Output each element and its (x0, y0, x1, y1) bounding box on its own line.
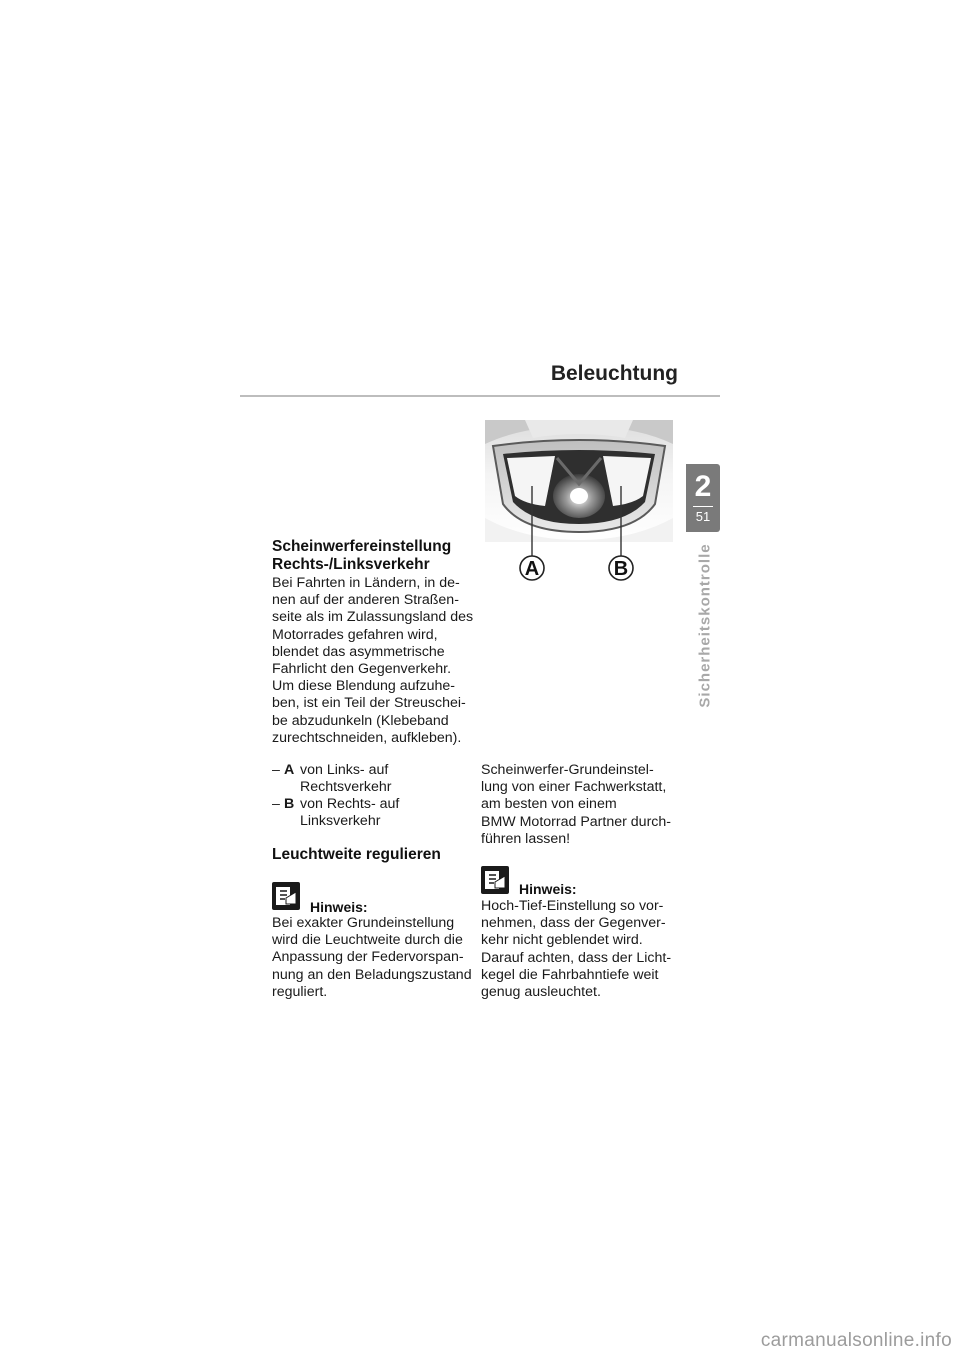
section1-right-text: Scheinwerfer-Grundeinstel- lung von einer Fachwerkstatt, am besten von einem BMW Motorrad Partner durch- führen lassen! (481, 762, 672, 847)
callout-label-b: B (613, 558, 629, 580)
callout-labels (485, 542, 673, 592)
list-text: von Rechts- auf Linksverkehr (300, 796, 400, 830)
page-title: Beleuchtung (550, 362, 678, 385)
headlight-illustration (485, 420, 673, 542)
heading-line-1: Scheinwerfereinstellung (272, 538, 452, 555)
list-dash: – (272, 796, 280, 812)
header-divider (240, 395, 720, 397)
note-label: Hinweis: (519, 881, 577, 897)
list-item (272, 796, 472, 832)
note-text: Bei exakter Grundeinstellung wird die Leuchtweite durch die Anpassung der Federvorspan- nung an den Beladungszustand reguliert. (272, 915, 472, 1000)
list-item (272, 762, 472, 798)
callout-label-a: A (524, 558, 540, 580)
section-heading-headlight-adjust (272, 538, 472, 574)
headlight-photo (485, 420, 673, 542)
list-key: A (284, 762, 295, 778)
watermark-link[interactable]: carmanualsonline.info (760, 1330, 952, 1351)
list-dash: – (272, 762, 280, 778)
note-icon (481, 866, 509, 894)
chapter-side-label: Sicherheitskontrolle (696, 543, 714, 708)
note-label: Hinweis: (310, 899, 368, 915)
section1-body: Bei Fahrten in Ländern, in de- nen auf der anderen Straßen- seite als im Zulassungsland des Motorrades gefahren wird, blendet das asymmetrische Fahrlicht den Gegenverkehr. Um diese Blendung aufzuhe- ben, ist ein Teil der Streuschei- be abzudunkeln (Klebeband zurechtschneiden, aufkleben). (272, 575, 474, 746)
list-text: von Links- auf Rechtsverkehr (300, 762, 392, 796)
list-key: B (284, 796, 295, 812)
section-heading-beam-range: Leuchtweite regulieren (272, 846, 441, 863)
note-icon (272, 882, 300, 910)
page-number: 51 (695, 509, 711, 524)
note-text: Hoch-Tief-Einstellung so vor- nehmen, dass der Gegenver- kehr nicht geblendet wird. Darauf achten, dass der Licht- kegel die Fahrbahntiefe weit genug ausleuchtet. (481, 898, 672, 1001)
heading-line-2: Rechts-/Linksverkehr (272, 556, 430, 573)
chapter-number: 2 (694, 470, 712, 503)
